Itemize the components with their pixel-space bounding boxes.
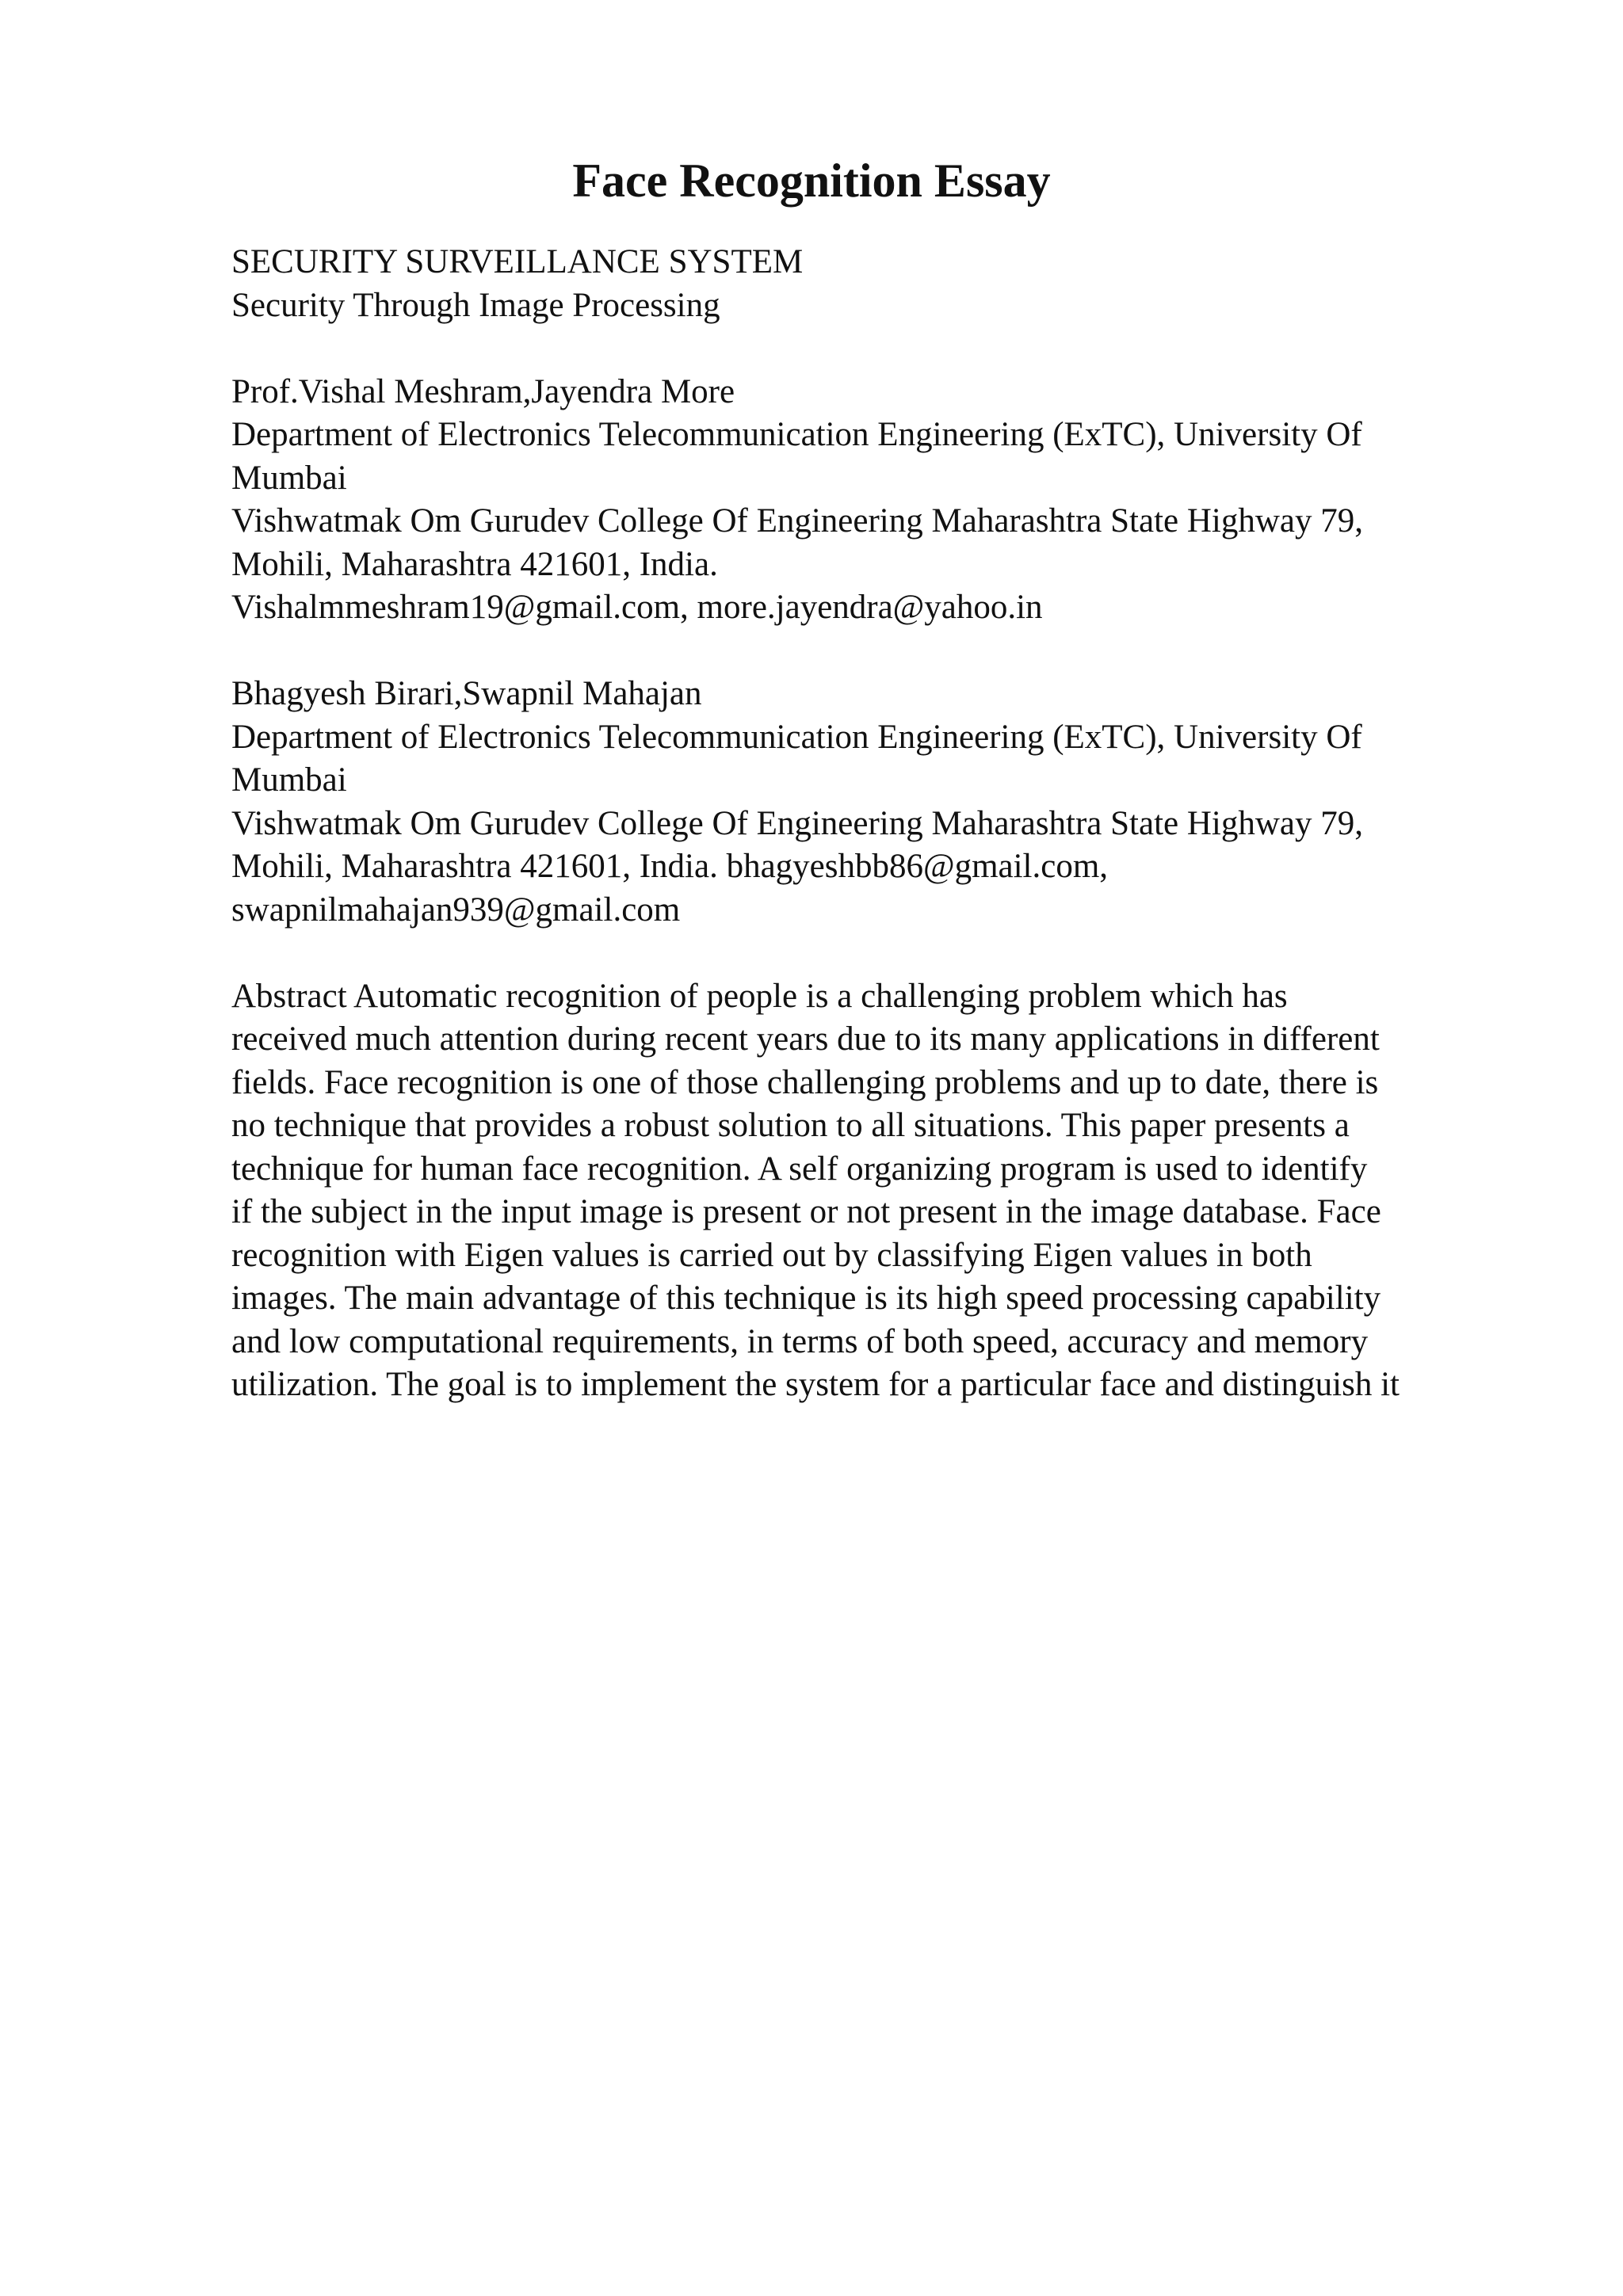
header-block bbox=[231, 241, 1499, 327]
header-line-2: Security Through Image Processing bbox=[231, 286, 720, 324]
author-college-1a: Vishwatmak Om Gurudev College Of Engineering Maharashtra State Highway 79, bbox=[231, 502, 1364, 540]
author-college-2a: Vishwatmak Om Gurudev College Of Engineering Maharashtra State Highway 79, bbox=[231, 804, 1364, 842]
abstract-line: Abstract Automatic recognition of people is a challenging problem which has bbox=[231, 977, 1288, 1015]
author-dept-2b: Mumbai bbox=[231, 761, 347, 799]
author-dept-1b: Mumbai bbox=[231, 459, 347, 497]
author-college-2b: Mohili, Maharashtra 421601, India. bhagyeshbb86@gmail.com, bbox=[231, 848, 1109, 885]
author-college-1b: Mohili, Maharashtra 421601, India. bbox=[231, 545, 718, 583]
abstract-line: no technique that provides a robust solution to all situations. This paper presents a bbox=[231, 1107, 1350, 1144]
author-names-2: Bhagyesh Birari,Swapnil Mahajan bbox=[231, 675, 702, 712]
abstract-line: technique for human face recognition. A self organizing program is used to identify bbox=[231, 1150, 1368, 1188]
author-block-1 bbox=[231, 371, 1499, 630]
abstract-line: utilization. The goal is to implement the system for a particular face and distinguish it bbox=[231, 1366, 1400, 1403]
abstract-line: fields. Face recognition is one of those challenging problems and up to date, there is bbox=[231, 1063, 1379, 1101]
abstract-line: recognition with Eigen values is carried out by classifying Eigen values in both bbox=[231, 1236, 1312, 1274]
document-body bbox=[231, 241, 1499, 1450]
document-title: Face Recognition Essay bbox=[572, 154, 1051, 207]
abstract-line: images. The main advantage of this technique is its high speed processing capability bbox=[231, 1280, 1381, 1317]
header-line-1: SECURITY SURVEILLANCE SYSTEM bbox=[231, 243, 804, 280]
author-dept-1a: Department of Electronics Telecommunication Engineering (ExTC), University Of bbox=[231, 416, 1362, 453]
author-block-2 bbox=[231, 673, 1499, 932]
abstract-paragraph bbox=[231, 975, 1499, 1407]
author-emails-1: Vishalmmeshram19@gmail.com, more.jayendra@yahoo.in bbox=[231, 589, 1043, 626]
abstract-line: received much attention during recent years due to its many applications in different bbox=[231, 1020, 1380, 1058]
abstract-line: and low computational requirements, in terms of both speed, accuracy and memory bbox=[231, 1322, 1369, 1360]
author-dept-2a: Department of Electronics Telecommunication Engineering (ExTC), University Of bbox=[231, 718, 1362, 756]
abstract-line: if the subject in the input image is present or not present in the image database. Face bbox=[231, 1193, 1381, 1230]
author-emails-2: swapnilmahajan939@gmail.com bbox=[231, 891, 681, 929]
author-names-1: Prof.Vishal Meshram,Jayendra More bbox=[231, 372, 735, 410]
